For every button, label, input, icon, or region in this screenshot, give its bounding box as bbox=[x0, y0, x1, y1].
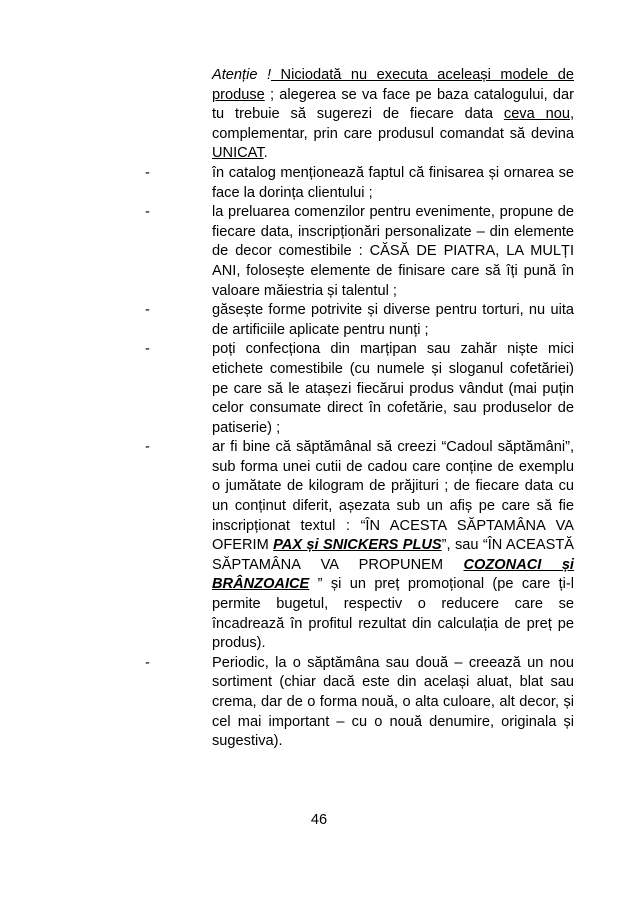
list-item bbox=[145, 164, 574, 203]
note-ceva-nou: ceva nou bbox=[503, 106, 570, 123]
list-item-text: în catalog menționează faptul că finisarea și ornarea se face la dorința clientului ; bbox=[212, 164, 574, 201]
body-text bbox=[145, 66, 574, 752]
note-text-3: . bbox=[263, 145, 268, 162]
note-warning: Niciodată nu executa aceleași modele de produse bbox=[212, 67, 574, 103]
gift-text-1: ar fi bine că săptămânal să creezi “Cadoul săptămâni”, sub forma unei cutii de cadou care conține de exemplu o jumătate de kilogram de prăjituri ; de fiecare data cu un conținut diferit, așezata sub un afiș pe care să fie inscripționat textul : “ÎN ACESTA SĂPTAMÂNA VA OFERIM bbox=[212, 439, 574, 554]
list-dash: - bbox=[145, 439, 150, 456]
list-dash: - bbox=[145, 341, 150, 358]
gift-product-pax: PAX și SNICKERS PLUS bbox=[273, 537, 442, 554]
note-text-2: , complementar, prin care produsul comandat să devina bbox=[212, 106, 574, 142]
list-item-text: găsește forme potrivite și diverse pentru torturi, nu uita de artificiile aplicate pentru nunți ; bbox=[212, 302, 574, 338]
note-text-1: ; alegerea se va face pe baza catalogului, dar tu trebuie să sugerezi de fiecare data bbox=[212, 86, 574, 123]
note-label: Atenție ! bbox=[212, 67, 272, 83]
attention-note bbox=[212, 66, 574, 164]
list-dash: - bbox=[145, 654, 150, 671]
gift-product-cozonaci: COZONACI și BRÂNZOAICE bbox=[212, 556, 574, 593]
list-item-periodic bbox=[145, 654, 574, 752]
list-item bbox=[145, 301, 574, 340]
list-item-gift-box bbox=[145, 438, 574, 654]
list-item bbox=[145, 340, 574, 438]
list-item bbox=[145, 203, 574, 301]
list-dash: - bbox=[145, 204, 150, 221]
list-item-text: la preluarea comenzilor pentru evenimente, propune de fiecare data, inscripționări personalizate – din elemente de decor comestibile : CĂSĂ DE PIATRA, LA MULȚI ANI, folosește elemente de finisare care să îți pună în valoare măiestria și talentul ; bbox=[212, 204, 574, 299]
list-item-text: Periodic, la o săptămâna sau două – creează un nou sortiment (chiar dacă este din același aluat, blat sau crema, dar de o forma nouă, o alta culoare, alt decor, și cel mai important – cu o nouă denumire, originala și sugestiva). bbox=[212, 654, 574, 750]
gift-text-3: ” și un preț promoțional (pe care ți-l permite bugetul, respectiv o reducere care se încadrează în profitul rezultat din calculația de preț pe produs). bbox=[212, 576, 574, 652]
list-dash: - bbox=[145, 302, 150, 319]
list-item-text: poți confecționa din marțipan sau zahăr niște mici etichete comestibile (cu numele și sloganul cofetăriei) pe care să le atașezi fiecărui produs vândut (mai puțin celor consumate direct în cofetărie, sau produselor de patiserie) ; bbox=[212, 341, 574, 436]
note-unicat: UNICAT bbox=[212, 145, 264, 162]
list-dash: - bbox=[145, 164, 150, 181]
gift-text-2: ”, sau “ÎN ACEASTĂ SĂPTAMÂNA VA PROPUNEM bbox=[212, 537, 574, 573]
page-number: 46 bbox=[310, 812, 328, 828]
